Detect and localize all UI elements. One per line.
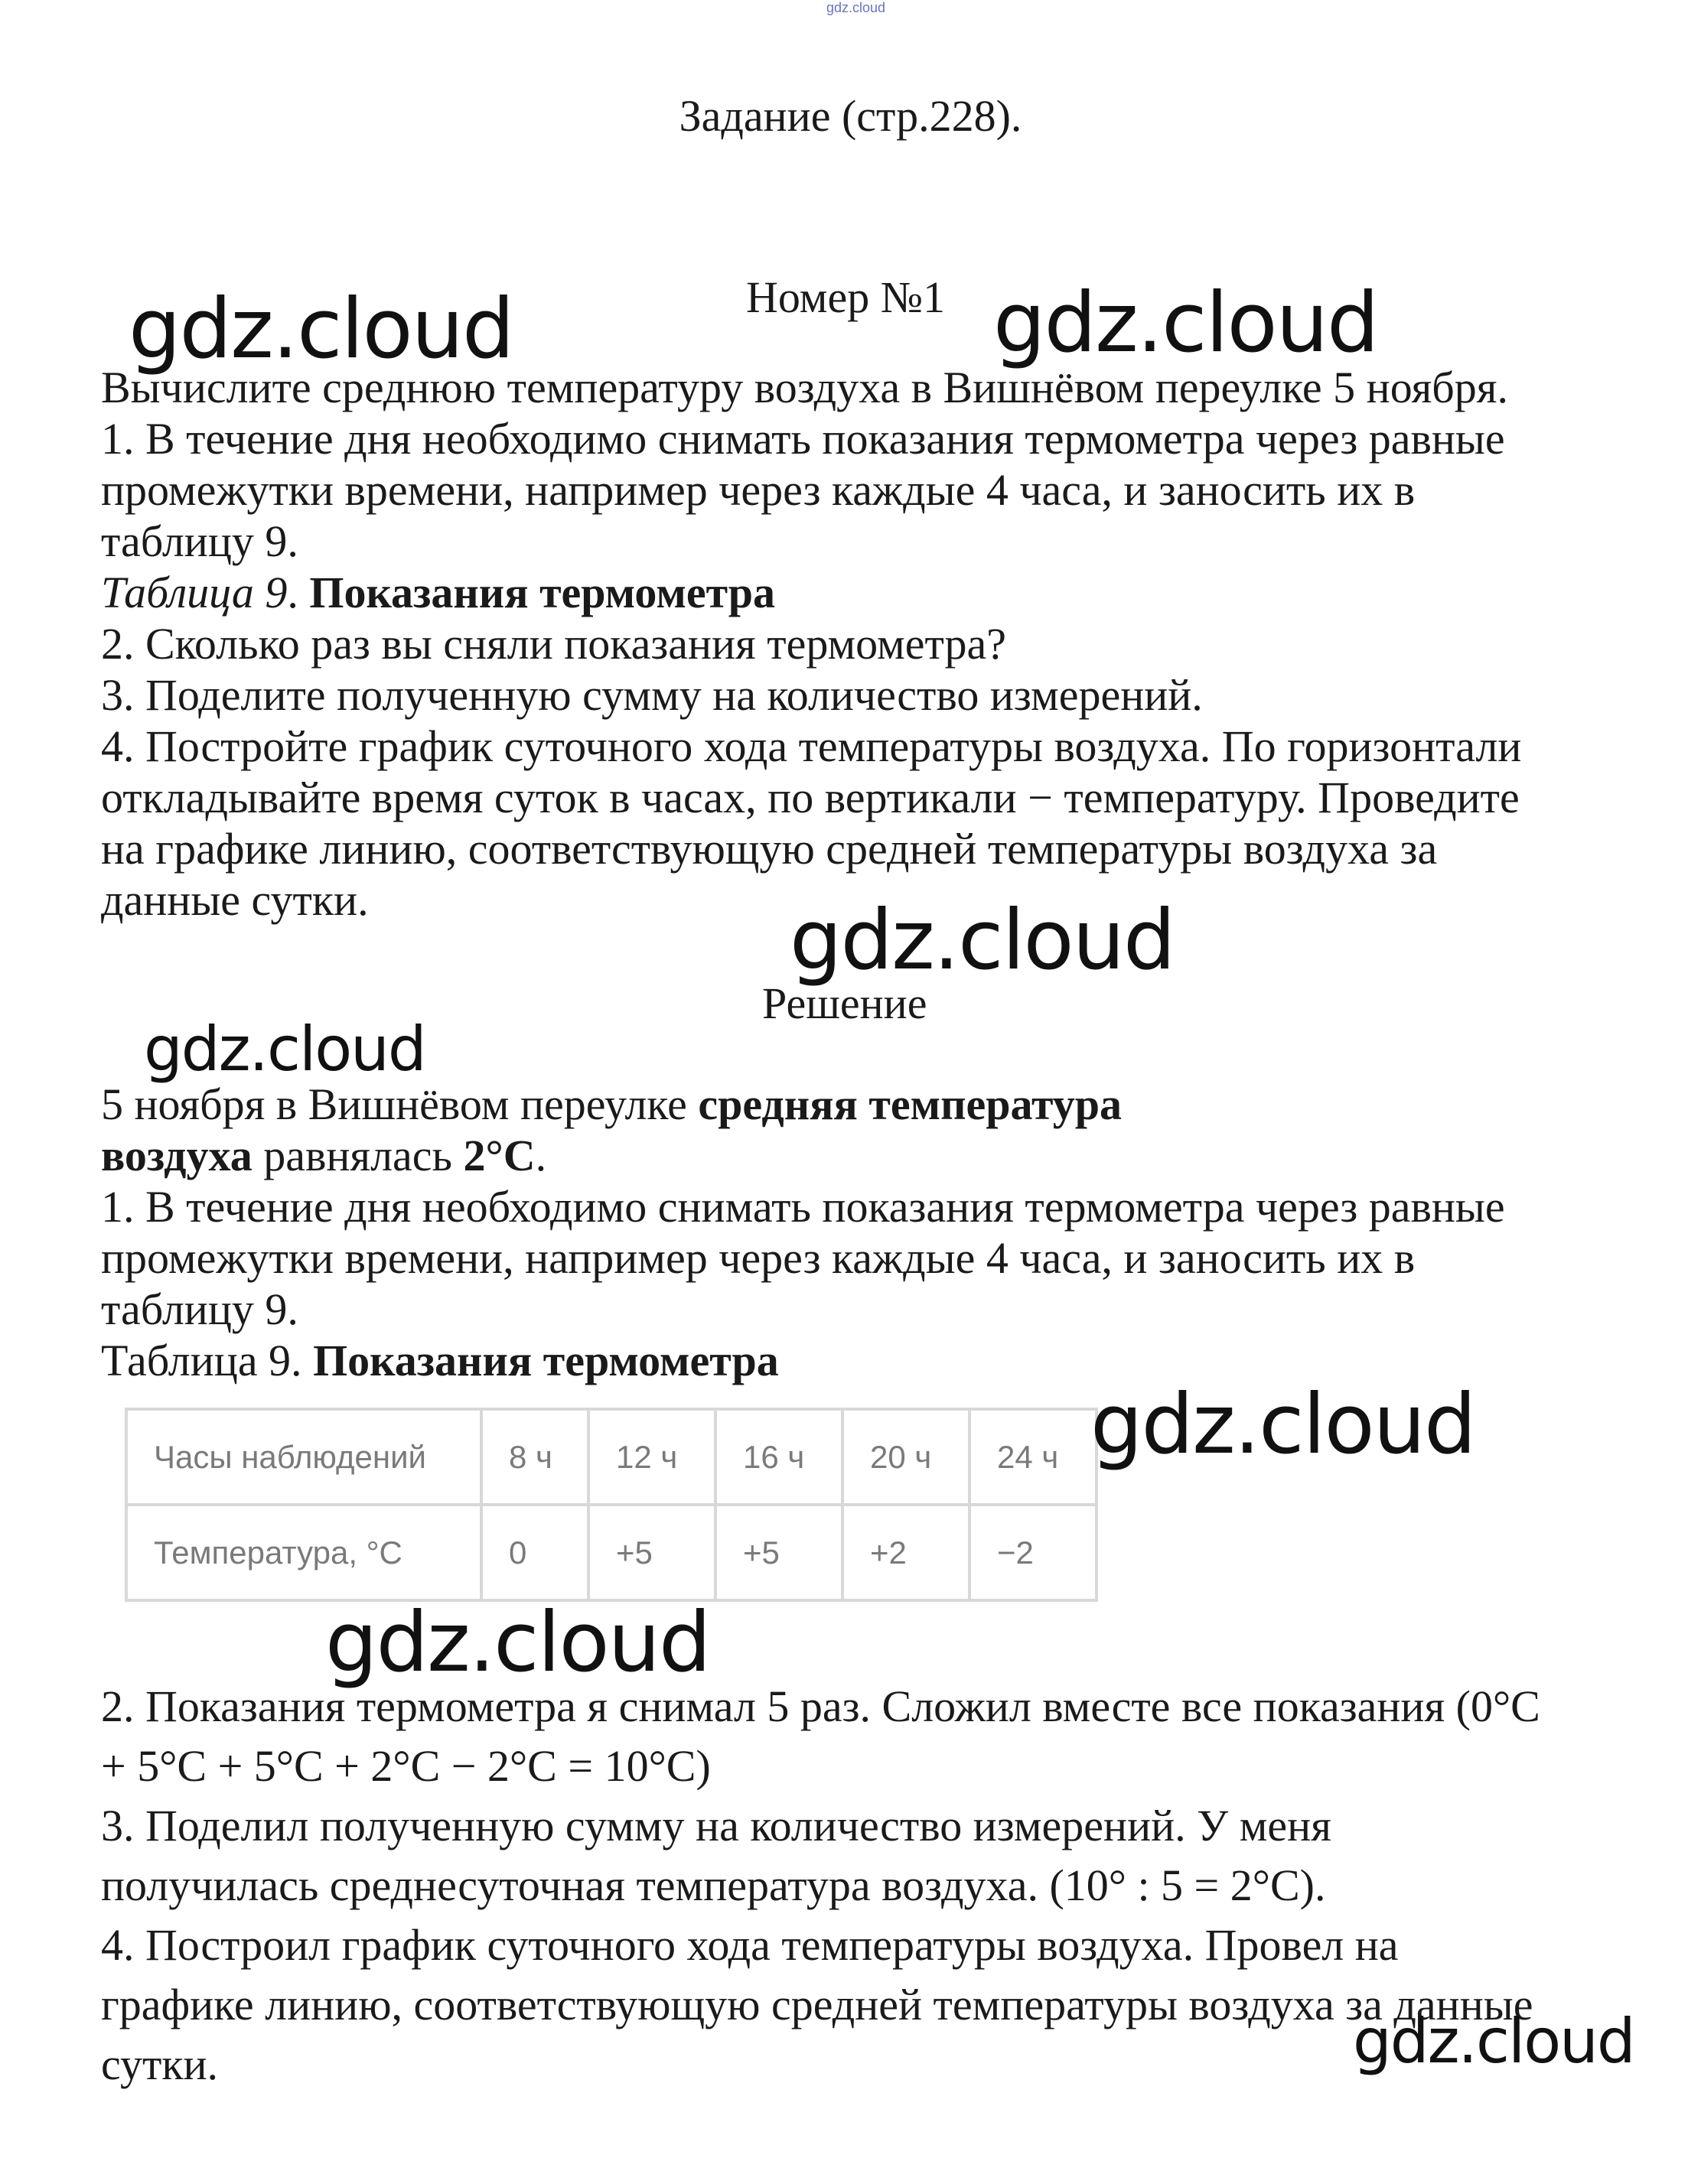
task-line-10: данные сутки.: [101, 875, 369, 925]
solution-intro-2: [101, 1130, 546, 1181]
table-cell: 0: [481, 1505, 588, 1600]
watermark: gdz.cloud: [144, 1014, 425, 1085]
solution-line-7: получилась среднесуточная температура воздуха. (10° : 5 = 2°C).: [101, 1860, 1326, 1910]
task-line-9: на графике линию, соответствующую средней температуры воздуха за: [101, 824, 1438, 874]
watermark: gdz.cloud: [1353, 2006, 1634, 2077]
row-header-temperature: Температура, °C: [126, 1505, 481, 1600]
watermark: gdz.cloud: [790, 893, 1175, 988]
solution-line-3: таблицу 9.: [101, 1284, 298, 1334]
solution-line-2: промежутки времени, например через каждые 4 часа, и заносить их в: [101, 1233, 1416, 1283]
task-line-8: откладывайте время суток в часах, по вертикали − температуру. Проведите: [101, 773, 1520, 822]
solution-line-8: 4. Построил график суточного хода температуры воздуха. Провел на: [101, 1920, 1399, 1970]
task-line-2: 1. В течение дня необходимо снимать показания термометра через равные: [101, 414, 1505, 464]
watermark: gdz.cloud: [993, 275, 1378, 371]
table-row: [126, 1505, 1097, 1600]
watermark: gdz.cloud: [1090, 1377, 1475, 1473]
page-title: Задание (стр.228).: [679, 91, 1022, 141]
solution-line-6: 3. Поделил полученную сумму на количество измерений. У меня: [101, 1801, 1331, 1850]
table-cell: +5: [588, 1505, 715, 1600]
caption-bold: Показания термометра: [309, 568, 776, 617]
solution-intro-1: [101, 1079, 1122, 1130]
task-line-3: промежутки времени, например через каждые 4 часа, и заносить их в: [101, 465, 1416, 515]
intro-b: средняя температура: [698, 1079, 1123, 1129]
task-table-caption: [101, 567, 775, 618]
intro-e: 2°C: [463, 1131, 536, 1180]
table-cell: −2: [969, 1505, 1097, 1600]
solution-line-4: 2. Показания термометра я снимал 5 раз. Сложил вместе все показания (0°C: [101, 1681, 1540, 1731]
watermark: gdz.cloud: [129, 282, 513, 377]
thermometer-table: [125, 1408, 1098, 1602]
watermark: gdz.cloud: [325, 1595, 710, 1691]
caption-italic: Таблица 9: [101, 568, 288, 617]
table-cell: 12 ч: [588, 1409, 715, 1505]
task-line-6: 3. Поделите полученную сумму на количество измерений.: [101, 670, 1203, 720]
table-cell: 8 ч: [481, 1409, 588, 1505]
intro-a: 5 ноября в Вишнёвом переулке: [101, 1079, 699, 1129]
task-number: Номер №1: [746, 272, 946, 322]
table-cell: 16 ч: [715, 1409, 842, 1505]
table-cell: +5: [715, 1505, 842, 1600]
solution-heading: Решение: [762, 978, 927, 1028]
solution-line-5: + 5°C + 5°C + 2°C − 2°C = 10°C): [101, 1741, 711, 1791]
caption-plain: Таблица 9.: [101, 1336, 314, 1385]
intro-d: равнялась: [252, 1131, 464, 1180]
caption-dot: .: [287, 568, 310, 617]
intro-f: .: [535, 1131, 547, 1180]
top-watermark: gdz.cloud: [826, 0, 886, 15]
task-line-7: 4. Постройте график суточного хода температуры воздуха. По горизонтали: [101, 721, 1522, 771]
solution-line-9: графике линию, соответствующую средней температуры воздуха за данные: [101, 1980, 1533, 2029]
intro-c: воздуха: [101, 1131, 253, 1180]
caption-bold: Показания термометра: [313, 1336, 779, 1385]
table-cell: 20 ч: [842, 1409, 969, 1505]
row-header-hours: Часы наблюдений: [126, 1409, 481, 1505]
task-line-5: 2. Сколько раз вы сняли показания термометра?: [101, 619, 1007, 669]
task-line-1: Вычислите среднюю температуру воздуха в Вишнёвом переулке 5 ноября.: [101, 363, 1508, 412]
table-cell: 24 ч: [969, 1409, 1097, 1505]
task-line-4: таблицу 9.: [101, 516, 298, 566]
table-row: [126, 1409, 1097, 1505]
solution-line-1: 1. В течение дня необходимо снимать показания термометра через равные: [101, 1182, 1505, 1232]
solution-table-caption: [101, 1335, 779, 1386]
table-cell: +2: [842, 1505, 969, 1600]
solution-line-10: сутки.: [101, 2039, 219, 2089]
